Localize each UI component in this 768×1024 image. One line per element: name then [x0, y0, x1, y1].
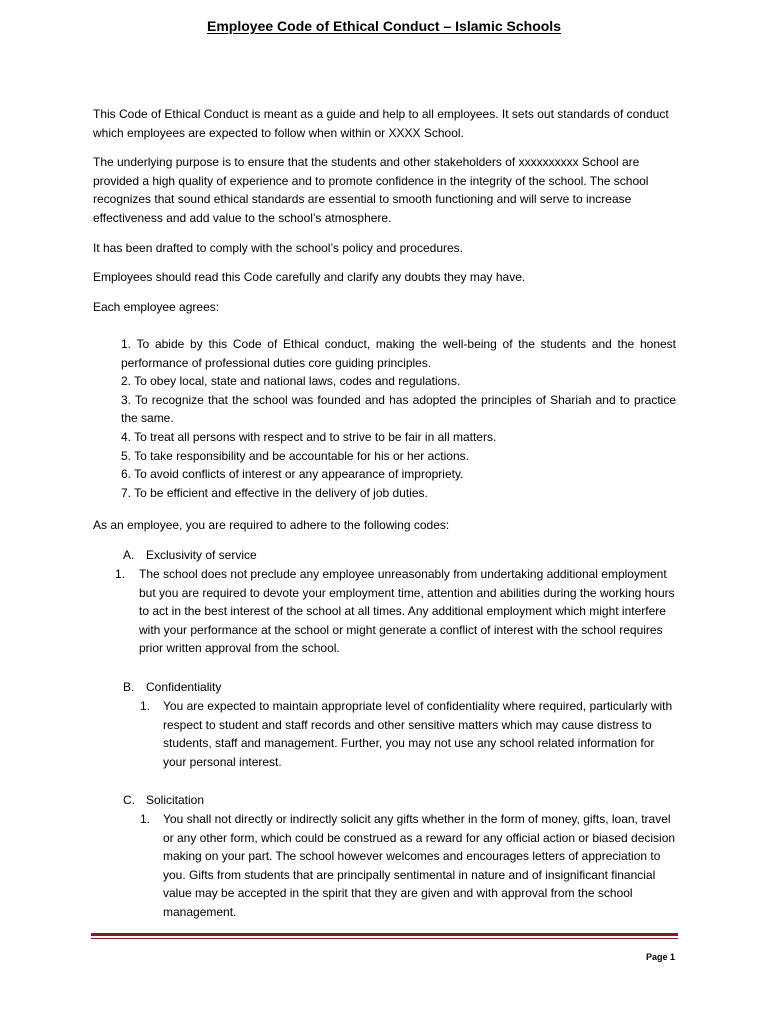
agreement-item: 7. To be efficient and effective in the delivery of job duties.: [121, 485, 428, 500]
section-a-item: [115, 565, 678, 658]
intro-paragraph: The underlying purpose is to ensure that the students and other stakeholders of xxxxxxxxxx School are provided a high quality of experience and to promote confidence in the integrity of the school. The school recognizes that sound ethical standards are essential to smooth functioning and will serve to increase effectiveness and add value to the school’s atmosphere.: [93, 155, 649, 225]
item-text: The school does not preclude any employee unreasonably from undertaking additional employment but you are required to devote your employment time, attention and abilities during the working hours to act in the best interest of the school at all times. Any additional employment which might interfere with your performance at the school or might generate a conflict of interest with the school requires prior written approval from the school.: [139, 567, 675, 656]
section-heading: Exclusivity of service: [146, 548, 257, 562]
agreements-list: [121, 335, 676, 502]
intro-paragraph: It has been drafted to comply with the school’s policy and procedures.: [93, 240, 463, 255]
section-heading: Confidentiality: [146, 680, 222, 694]
agreement-item: 2. To obey local, state and national laws, codes and regulations.: [121, 374, 461, 389]
section-letter: B.: [123, 680, 135, 694]
item-number: 1.: [140, 699, 151, 713]
footer-rule-thick: [91, 933, 678, 936]
section-c-heading: [123, 791, 678, 810]
agreement-item: 4. To treat all persons with respect and to strive to be fair in all matters.: [121, 429, 497, 444]
section-b-item: [140, 697, 678, 771]
agreement-item: 5. To take responsibility and be accountable for his or her actions.: [121, 448, 469, 463]
intro-paragraph: Each employee agrees:: [93, 299, 220, 314]
agreement-item: 6. To avoid conflicts of interest or any appearance of impropriety.: [121, 467, 464, 482]
section-heading: Solicitation: [146, 793, 205, 807]
document-title: Employee Code of Ethical Conduct – Islamic Schools: [207, 18, 561, 34]
item-text: You are expected to maintain appropriate level of confidentiality where required, particularly with respect to student and staff records and other sensitive matters which may cause distress to students, staff and management. Further, you may not use any school related information for your personal interest.: [163, 699, 673, 769]
intro-block: [93, 105, 678, 327]
section-b-heading: [123, 678, 678, 697]
page-number: Page 1: [645, 952, 675, 962]
section-letter: C.: [123, 793, 135, 807]
item-number: 1.: [140, 812, 151, 826]
item-text: You shall not directly or indirectly solicit any gifts whether in the form of money, gifts, loan, travel or any other form, which could be construed as a reward for any official action or biased decision making on your part. The school however welcomes and encourages letters of appreciation to you. Gifts from students that are principally sentimental in nature and of insignificant financial value may be accepted in the spirit that they are given and with approval from the school management.: [163, 812, 676, 919]
agreement-item: 3. To recognize that the school was founded and has adopted the principles of Shariah and to practice the same.: [121, 392, 676, 426]
section-a-heading: [123, 546, 678, 565]
agreement-item: 1. To abide by this Code of Ethical conduct, making the well-being of the students and the honest performance of professional duties core guiding principles.: [121, 337, 676, 370]
section-letter: A.: [123, 548, 135, 562]
footer-rule: [91, 933, 678, 939]
item-number: 1.: [115, 567, 126, 581]
codes-intro: As an employee, you are required to adhere to the following codes:: [93, 518, 450, 532]
footer-rule-thin: [91, 938, 678, 939]
section-c-item: [140, 810, 678, 922]
intro-paragraph: Employees should read this Code carefully and clarify any doubts they may have.: [93, 270, 526, 285]
intro-paragraph: This Code of Ethical Conduct is meant as a guide and help to all employees. It sets out standards of conduct which employees are expected to follow when within or XXXX School.: [93, 107, 669, 140]
